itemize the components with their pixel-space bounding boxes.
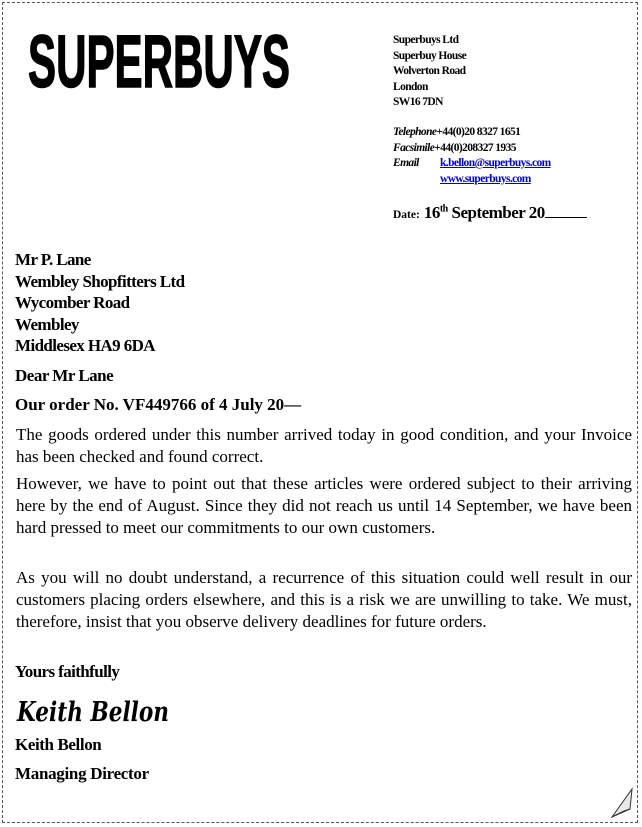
telephone-value: +44(0)20 8327 1651 [436,126,521,138]
email-link[interactable]: k.bellon@superbuys.com [440,157,551,169]
date-value [424,203,587,222]
date-rest: September 20 [451,203,545,222]
company-city: London [393,80,428,93]
letter-date [393,203,587,223]
letter-page [2,2,638,823]
svg-text:SUPERBUYS: SUPERBUYS [28,21,290,103]
facsimile-row [393,141,551,157]
signer-name: Keith Bellon [15,735,102,754]
recipient-town: Wembley [15,314,79,334]
recipient-street: Wycomber Road [15,293,130,312]
body-paragraph: However, we have to point out that these articles were ordered subject to their arriving here by the end of August. Since they did not reach us until 14 September, we have been hard pressed to meet our commitments to our own customers. [16,474,632,537]
company-name: Superbuys Ltd [393,34,459,46]
website-row [393,172,551,188]
website-link[interactable]: www.superbuys.com [440,172,531,185]
facsimile-label: Facsimile [393,141,435,154]
date-year-blank [545,217,587,218]
company-postcode: SW16 7DN [393,96,443,108]
date-label: Date: [393,209,420,221]
email-label: Email [393,157,419,169]
recipient-name: Mr P. Lane [15,250,91,269]
facsimile-value: +44(0)208327 1935 [434,141,516,154]
recipient-company: Wembley Shopfitters Ltd [15,271,185,291]
telephone-row [393,125,551,141]
salutation: Dear Mr Lane [15,366,114,385]
telephone-label: Telephone [393,126,437,138]
svg-text:Keith Bellon: Keith Bellon [16,697,169,728]
body-paragraph: The goods ordered under this number arrived today in good condition, and your Invoice has been checked and found correct. [16,425,632,466]
signer-title: Managing Director [15,764,149,783]
date-day: 16 [423,203,440,222]
handwritten-signature [15,693,185,729]
contact-block [393,125,551,187]
date-suffix: th [439,203,448,215]
closing: Yours faithfully [15,662,120,681]
company-building: Superbuy House [393,49,467,62]
subject-line: Our order No. VF449766 of 4 July 20— [15,395,302,414]
email-row [393,156,551,172]
company-street: Wolverton Road [393,65,466,77]
body-paragraph: As you will no doubt understand, a recurrence of this situation could well result in our customers placing orders elsewhere, and this is a risk we are unwilling to take. We must, therefore, insist that you observe delivery deadlines for future orders. [16,568,632,631]
recipient-address [15,249,184,357]
recipient-county-postcode: Middlesex HA9 6DA [15,336,155,355]
superbuys-logo [25,21,295,103]
company-address [393,33,466,111]
page-curl-corner [610,787,634,819]
